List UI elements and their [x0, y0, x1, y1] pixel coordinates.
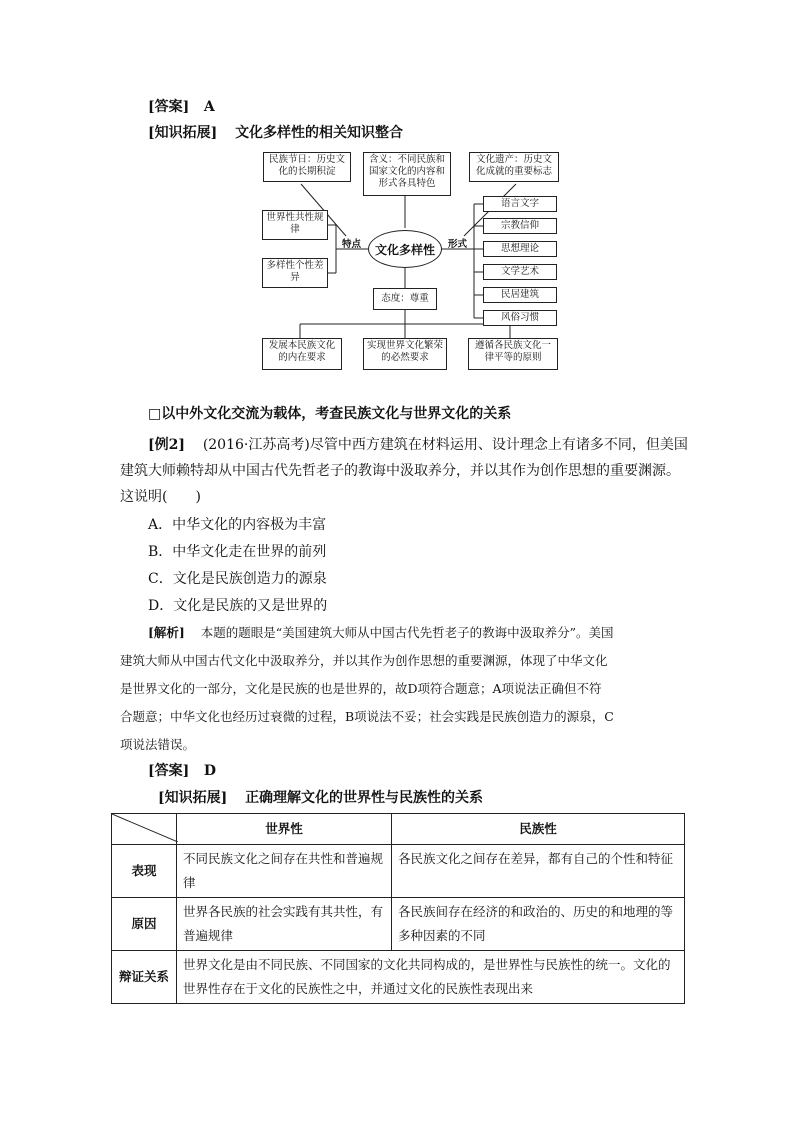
analysis-line-3: 是世界文化的一部分，文化是民族的也是世界的，故D项符合题意；A项说法正确但不符: [120, 681, 602, 696]
analysis-line-4: 合题意；中华文化也经历过衰微的过程，B项说法不妥；社会实践是民族创造力的源泉，C: [120, 709, 614, 724]
answer-value: A: [203, 99, 215, 115]
analysis-line-5: 项说法错误。: [120, 737, 196, 752]
knowledge-extension-1: [148, 124, 403, 142]
form-label: 形式: [448, 239, 468, 250]
cell-national-manifestation: 各民族文化之间存在差异，都有自己的个性和特征: [392, 845, 685, 898]
example-line-3: 这说明( ): [120, 489, 201, 505]
extension-label: [知识拓展]: [158, 790, 228, 806]
form-box-4: 文学艺术: [483, 264, 557, 280]
example-label: [例2]: [148, 437, 185, 453]
feature-label: 特点: [342, 239, 362, 250]
extension-title: 正确理解文化的世界性与民族性的关系: [245, 790, 484, 806]
heritage-box: 文化遗产：历史文化成就的重要标志: [469, 152, 559, 182]
answer-label: [答案]: [148, 99, 190, 115]
extension-label: [知识拓展]: [148, 125, 218, 141]
answer-2: [148, 762, 216, 780]
example-line-2: 建筑大师赖特却从中国古代先哲老子的教诲中汲取养分，并以其作为创作思想的重要渊源。: [120, 463, 680, 479]
cell-national-reason: 各民族间存在经济的和政治的、历史的和地理的等多种因素的不同: [392, 898, 685, 951]
form-box-2: 宗教信仰: [483, 218, 557, 234]
header-national: 民族性: [392, 814, 685, 845]
table-row: [112, 845, 685, 898]
option-a: A．中华文化的内容极为丰富: [148, 517, 327, 533]
analysis-line-1: [148, 619, 614, 647]
diagonal-header-cell: [112, 814, 177, 845]
form-box-5: 民居建筑: [483, 287, 557, 303]
example-text-1: (2016·江苏高考)尽管中西方建筑在材料运用、设计理念上有诸多不同，但美国: [202, 437, 688, 453]
feature-box-2: 多样性个性差异: [262, 258, 328, 288]
extension-title: 文化多样性的相关知识整合: [235, 125, 404, 141]
table-header-row: [112, 814, 685, 845]
option-b: B．中华文化走在世界的前列: [148, 544, 327, 560]
example-line-1: [148, 436, 688, 454]
cultural-diversity-diagram: [256, 148, 562, 374]
option-d: D．文化是民族的又是世界的: [148, 598, 328, 614]
option-c: C．文化是民族创造力的源泉: [148, 571, 327, 587]
form-box-1: 语言文字: [483, 196, 557, 212]
row-head-dialectic: 辩证关系: [112, 951, 177, 1004]
analysis-text-1: 本题的题眼是“美国建筑大师从中国古代先哲老子的教诲中汲取养分”。美国: [200, 625, 614, 640]
bottom-box-3: 遵循各民族文化一律平等的原则: [468, 338, 558, 370]
attitude-box: 态度：尊重: [373, 288, 437, 310]
bottom-box-2: 实现世界文化繁荣的必然要求: [363, 338, 447, 370]
row-head-manifestation: 表现: [112, 845, 177, 898]
section-title: □以中外文化交流为载体，考查民族文化与世界文化的关系: [148, 406, 512, 422]
analysis-line-2: 建筑大师从中国古代文化中汲取养分，并以其作为创作思想的重要渊源，体现了中华文化: [120, 653, 608, 668]
analysis-label: [解析]: [148, 625, 185, 640]
relationship-table: [111, 813, 685, 1004]
answer-1: [148, 98, 215, 116]
cell-world-reason: 世界各民族的社会实践有其共性，有普遍规律: [177, 898, 392, 951]
diagonal-line: [112, 814, 178, 842]
form-box-3: 思想理论: [483, 241, 557, 257]
table-row: [112, 898, 685, 951]
knowledge-extension-2: [158, 789, 483, 807]
answer-label: [答案]: [148, 763, 190, 779]
row-head-reason: 原因: [112, 898, 177, 951]
form-box-6: 风俗习惯: [483, 310, 557, 326]
festival-box: 民族节日：历史文化的长期积淀: [263, 152, 351, 182]
cell-dialectic: 世界文化是由不同民族、不同国家的文化共同构成的，是世界性与民族性的统一。文化的世界性存在于文化的民族性之中，并通过文化的民族性表现出来: [177, 951, 685, 1004]
header-world: 世界性: [177, 814, 392, 845]
cultural-diversity-core: 文化多样性: [368, 230, 442, 268]
feature-box-1: 世界性共性规律: [262, 210, 328, 240]
answer-value: D: [203, 763, 217, 779]
table-row: [112, 951, 685, 1004]
meaning-box: 含义：不同民族和国家文化的内容和形式各具特色: [363, 152, 451, 196]
bottom-box-1: 发展本民族文化的内在要求: [262, 338, 342, 370]
cell-world-manifestation: 不同民族文化之间存在共性和普遍规律: [177, 845, 392, 898]
